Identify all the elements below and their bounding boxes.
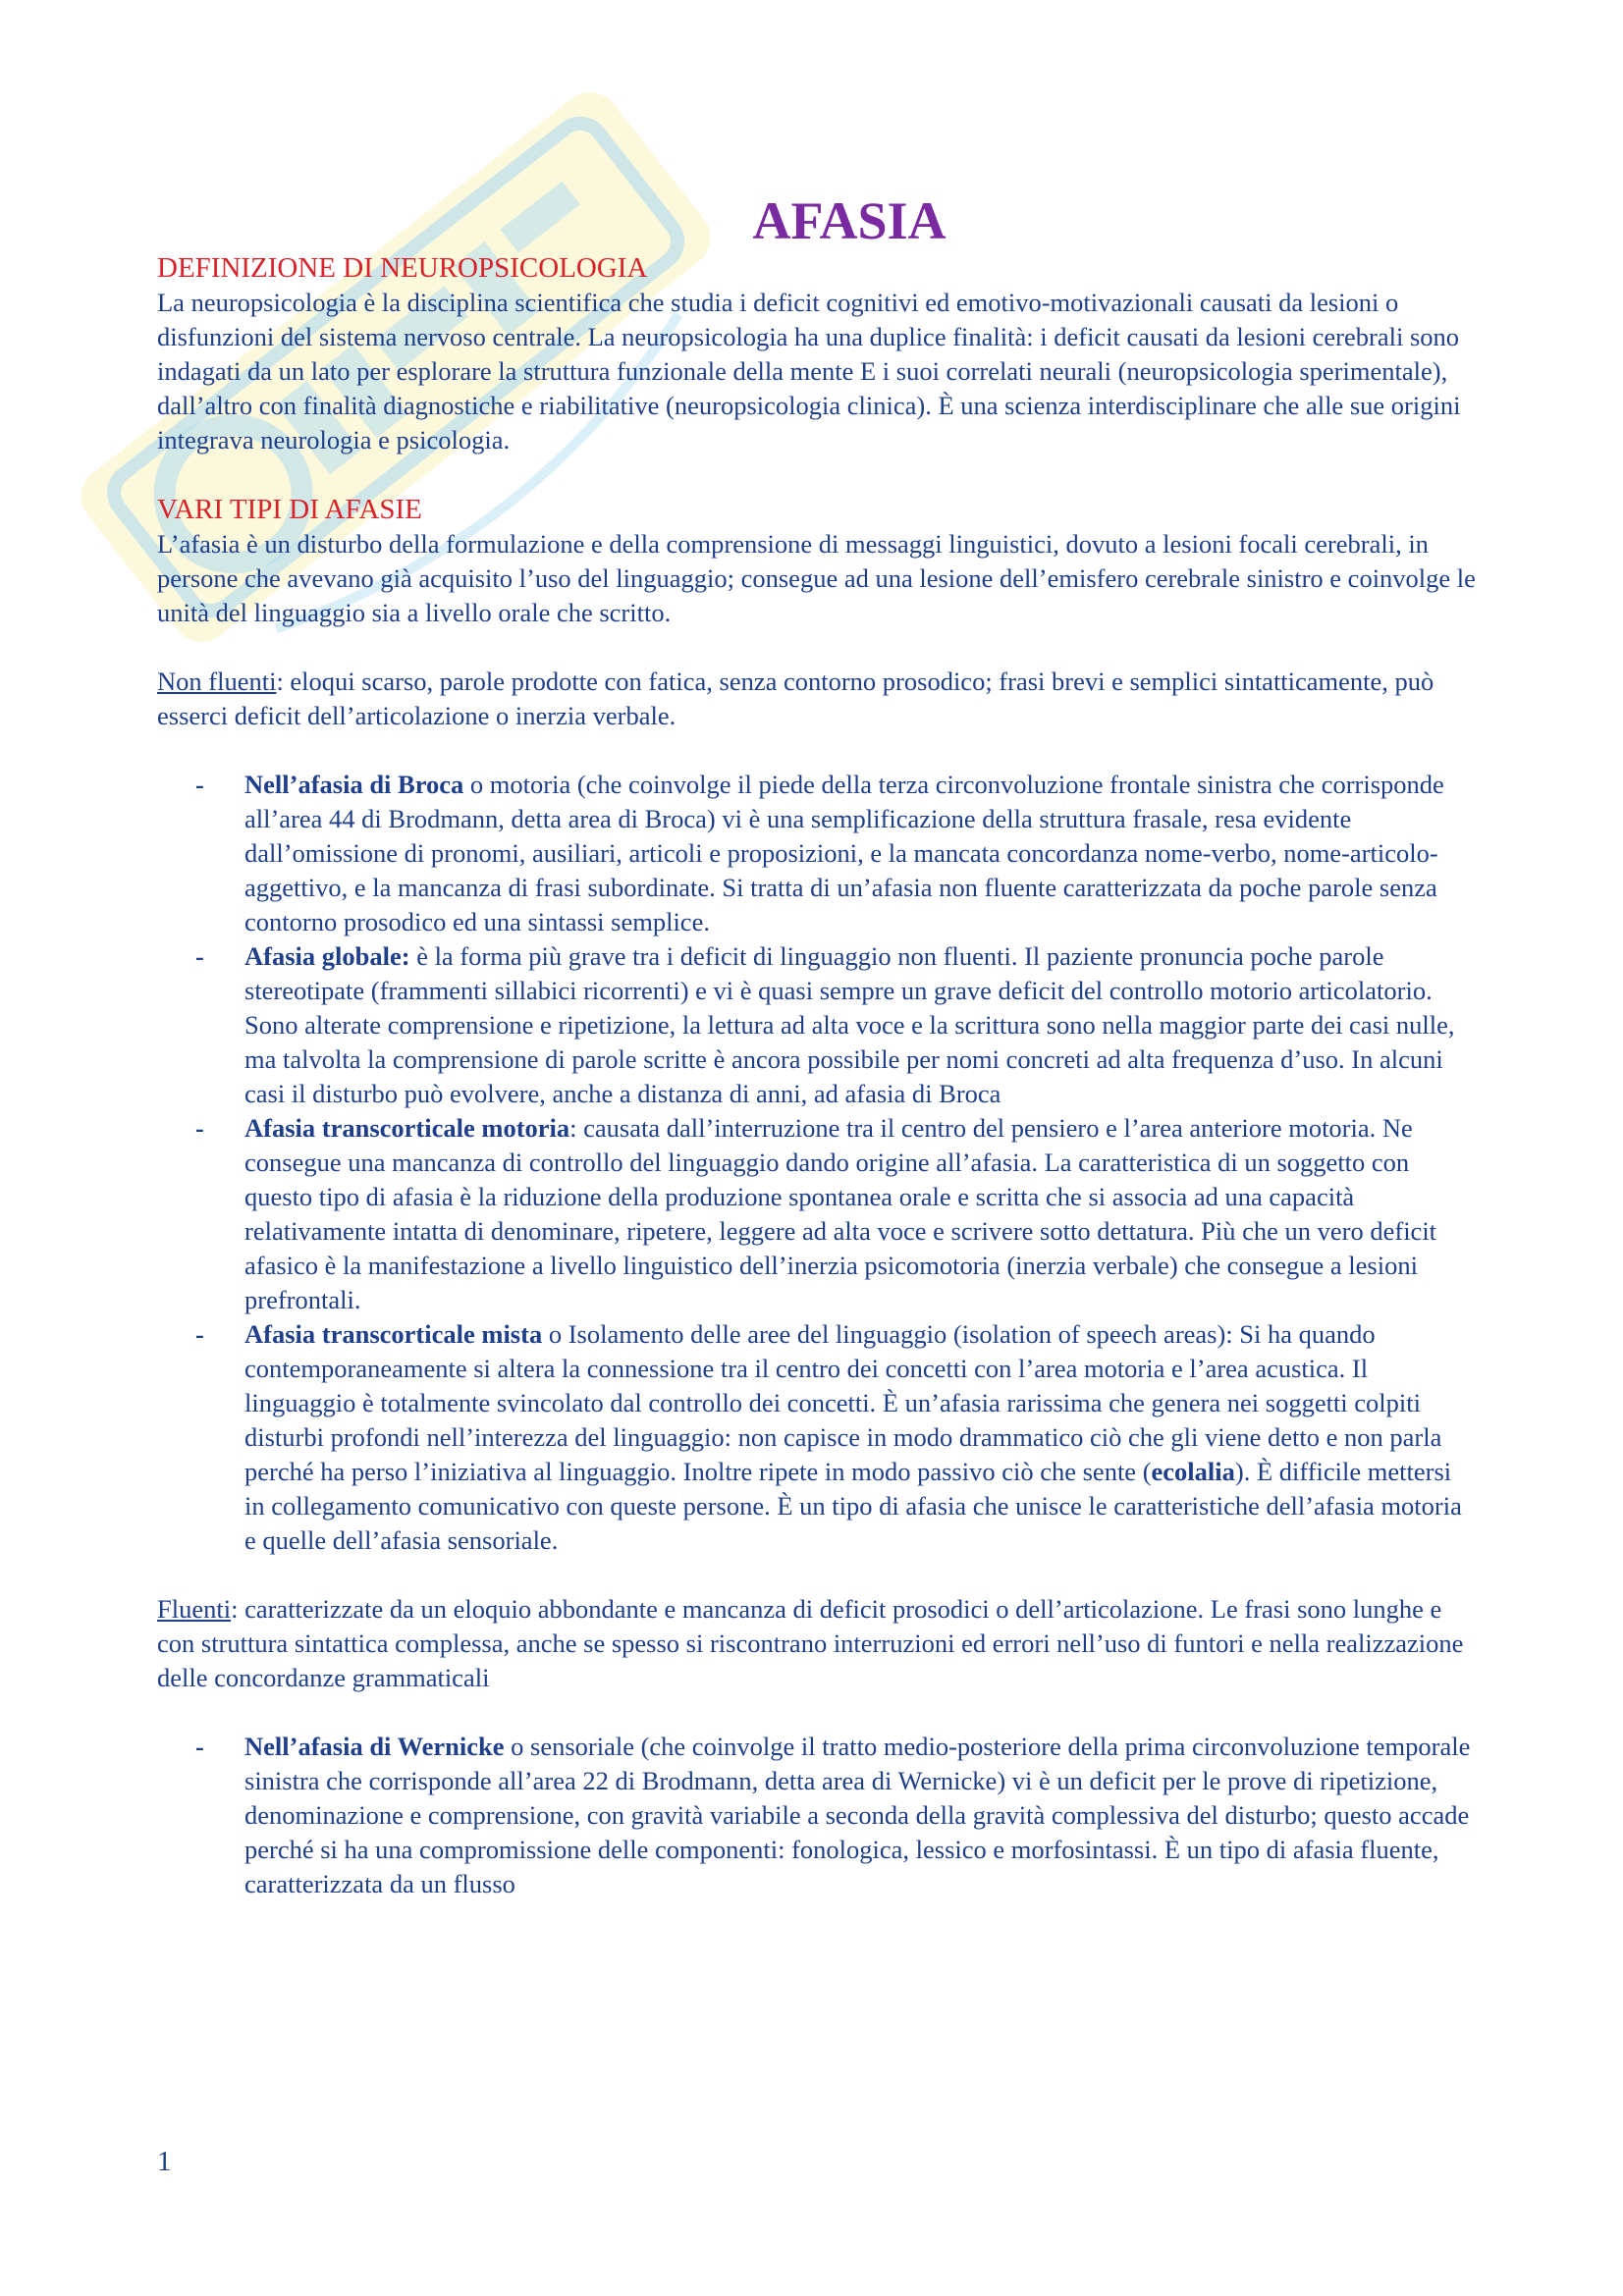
term-globale: Afasia globale: bbox=[244, 941, 410, 971]
list-fluenti bbox=[157, 1730, 1478, 1901]
label-non-fluenti: Non fluenti bbox=[157, 667, 277, 696]
document-title: AFASIA bbox=[752, 191, 947, 250]
text-non-fluenti: : eloqui scarso, parole prodotte con fatica, senza contorno prosodico; frasi brevi e semplici sintatticamente, può esserci deficit dell’articolazione o inerzia verbale. bbox=[157, 667, 1434, 730]
text-globale: è la forma più grave tra i deficit di linguaggio non fluenti. Il paziente pronuncia poche parole stereotipate (frammenti sillabici ricorrenti) e vi è quasi sempre un grave deficit del controllo motorio articolatorio. Sono alterate comprensione e ripetizione, la lettura ad alta voce e la scrittura sono nella maggior parte dei casi nulle, ma talvolta la comprensione di parole scritte è ancora possibile per nomi concreti ad alta frequenza d’uso. In alcuni casi il disturbo può evolvere, anche a distanza di anni, ad afasia di Broca bbox=[244, 941, 1455, 1108]
term-broca: Nell’afasia di Broca bbox=[244, 770, 464, 799]
list-bullet: - bbox=[195, 1319, 204, 1349]
term-wernicke: Nell’afasia di Wernicke bbox=[244, 1732, 505, 1761]
list-bullet: - bbox=[195, 941, 204, 971]
list-bullet: - bbox=[195, 1732, 204, 1761]
list-item-transcorticale-mista bbox=[157, 1317, 1478, 1558]
term-ecolalia: ecolalia bbox=[1151, 1457, 1235, 1486]
text-broca: o motoria (che coinvolge il piede della terza circonvoluzione frontale sinistra che corrisponde all’area 44 di Brodmann, detta area di Broca) vi è una semplificazione della struttura frasale, resa evidente dall’omissione di pronomi, ausiliari, articoli e proposizioni, e la mancata concordanza nome-verbo, nome-articolo-aggettivo, e la mancanza di frasi subordinate. Si tratta di un’afasia non fluente caratterizzata da poche parole senza contorno prosodico ed una sintassi semplice. bbox=[244, 770, 1444, 936]
text-fluenti: : caratterizzate da un eloquio abbondante e mancanza di deficit prosodici o dell’articolazione. Le frasi sono lunghe e con struttura sintattica complessa, anche se spesso si riscontrano interruzioni ed errori nell’uso di funtori e nella realizzazione delle concordanze grammaticali bbox=[157, 1594, 1464, 1692]
text-transcorticale-mista: o Isolamento delle aree del linguaggio (isolation of speech areas): Si ha quando contemporaneamente si altera la connessione tra il centro dei concetti con l’area motoria e l’area acustica. Il linguaggio è totalmente svincolato dal controllo dei concetti. È un’afasia rarissima che genera nei soggetti colpiti disturbi profondi nell’interezza del linguaggio: non capisce in modo drammatico ciò che gli viene detto e non parla perché ha perso l’iniziativa al linguaggio. Inoltre ripete in modo passivo ciò che sente ( bbox=[244, 1319, 1442, 1486]
label-fluenti: Fluenti bbox=[157, 1594, 232, 1624]
paragraph-fluenti bbox=[157, 1592, 1478, 1695]
spacer bbox=[157, 733, 1478, 768]
text-transcorticale-mista-end: ). È difficile mettersi in collegamento comunicativo con queste persone. È un tipo di afasia che unisce le caratteristiche dell’afasia motoria e quelle dell’afasia sensoriale. bbox=[244, 1457, 1462, 1555]
text-transcorticale-motoria: : causata dall’interruzione tra il centro del pensiero e l’area anteriore motoria. Ne consegue una mancanza di controllo del linguaggio dando origine all’afasia. La caratteristica di un soggetto con questo tipo di afasia è la riduzione della produzione spontanea orale e scritta che si associa ad una capacità relativamente intatta di denominare, ripetere, leggere ad alta voce e scrivere sotto dettatura. Più che un vero deficit afasico è la manifestazione a livello linguistico dell’inerzia psicomotoria (inerzia verbale) che consegue a lesioni prefrontali. bbox=[244, 1113, 1437, 1314]
spacer bbox=[157, 1558, 1478, 1592]
list-bullet: - bbox=[195, 770, 204, 799]
text-wernicke: o sensoriale (che coinvolge il tratto medio-posteriore della prima circonvoluzione temporale sinistra che corrisponde all’area 22 di Brodmann, detta area di Wernicke) vi è un deficit per le prove di ripetizione, denominazione e comprensione, con gravità variabile a seconda della gravità complessiva del disturbo; questo accade perché si ha una compromissione delle componenti: fonologica, lessico e morfosintassi. È un tipo di afasia fluente, caratterizzata da un flusso bbox=[244, 1732, 1471, 1898]
spacer bbox=[157, 1695, 1478, 1730]
list-non-fluenti bbox=[157, 768, 1478, 1558]
list-item-transcorticale-motoria bbox=[157, 1111, 1478, 1317]
term-transcorticale-motoria: Afasia transcorticale motoria bbox=[244, 1113, 570, 1143]
section-heading-tipi-afasie: VARI TIPI DI AFASIE bbox=[157, 494, 422, 525]
list-item-broca bbox=[157, 768, 1478, 939]
paragraph-afasia-definizione: L’afasia è un disturbo della formulazione e della comprensione di messaggi linguistici, dovuto a lesioni focali cerebrali, in persone che avevano già acquisito l’uso del linguaggio; consegue ad una lesione dell’emisfero cerebrale sinistro e coinvolge le unità del linguaggio sia a livello orale che scritto. bbox=[157, 529, 1476, 627]
spacer bbox=[157, 457, 1478, 492]
list-item-wernicke bbox=[157, 1730, 1478, 1901]
document-body bbox=[157, 250, 1478, 1901]
page-number: 1 bbox=[157, 2146, 172, 2177]
paragraph-definizione: La neuropsicologia è la disciplina scientifica che studia i deficit cognitivi ed emotivo-motivazionali causati da lesioni o disfunzioni del sistema nervoso centrale. La neuropsicologia ha una duplice finalità: i deficit causati da lesioni cerebrali sono indagati da un lato per esplorare la struttura funzionale della mente E i suoi correlati neurali (neuropsicologia sperimentale), dall’altro con finalità diagnostiche e riabilitative (neuropsicologia clinica). È una scienza interdisciplinare che alle sue origini integrava neurologia e psicologia. bbox=[157, 288, 1461, 454]
list-bullet: - bbox=[195, 1113, 204, 1143]
spacer bbox=[157, 630, 1478, 665]
list-item-globale bbox=[157, 939, 1478, 1111]
term-transcorticale-mista: Afasia transcorticale mista bbox=[244, 1319, 543, 1349]
paragraph-non-fluenti bbox=[157, 665, 1478, 733]
section-heading-definizione: DEFINIZIONE DI NEUROPSICOLOGIA bbox=[157, 252, 648, 284]
